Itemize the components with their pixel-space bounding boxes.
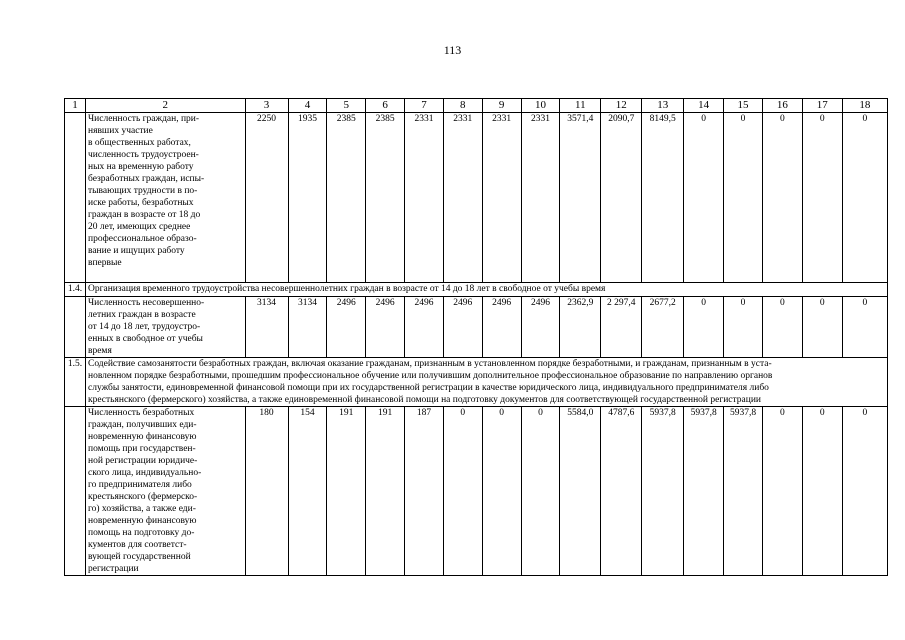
value-cell: 3571,4 (560, 113, 601, 283)
value-cell: 5937,8 (642, 407, 684, 576)
value-cell: 2496 (443, 297, 482, 358)
value-cell: 0 (762, 297, 802, 358)
section-number: 1.4. (65, 283, 86, 297)
value-cell: 2362,9 (560, 297, 601, 358)
value-cell: 0 (802, 407, 842, 576)
section-title: Организация временного трудоустройства несовершеннолетних граждан в возрасте от 14 до 18 лет в свободное от учебы время (85, 283, 887, 297)
value-cell: 8149,5 (642, 113, 684, 283)
column-header: 8 (443, 99, 482, 113)
value-cell: 5584,0 (560, 407, 601, 576)
value-cell: 4787,6 (601, 407, 642, 576)
value-cell: 0 (802, 297, 842, 358)
section-row (65, 358, 888, 407)
page-number: 113 (443, 43, 462, 57)
row-number (65, 407, 86, 576)
value-cell: 180 (245, 407, 288, 576)
value-cell: 2250 (245, 113, 288, 283)
value-cell: 2 297,4 (601, 297, 642, 358)
indicator-label: Численность несовершенно- летних граждан в возрасте от 14 до 18 лет, трудоустро- енных в свободное от учебы время (85, 297, 245, 358)
column-header: 1 (65, 99, 86, 113)
value-cell: 2496 (482, 297, 521, 358)
value-cell: 2385 (366, 113, 405, 283)
value-cell: 0 (724, 297, 763, 358)
indicator-label: Численность граждан, при- нявших участие в общественных работах, численность трудоустроен- ных на временную работу безработных граждан, испы- тывающих трудности в по- иске работы, безработных граждан в возрасте от 18 до 20 лет, имеющих среднее профессиональное образо- вание и ищущих работу впервые (85, 113, 245, 283)
value-cell: 2496 (521, 297, 560, 358)
column-header: 15 (724, 99, 763, 113)
header-row (65, 99, 888, 113)
column-header: 3 (245, 99, 288, 113)
column-header: 11 (560, 99, 601, 113)
table-row (65, 113, 888, 283)
value-cell: 0 (762, 113, 802, 283)
value-cell: 3134 (245, 297, 288, 358)
value-cell: 2496 (366, 297, 405, 358)
column-header: 6 (366, 99, 405, 113)
value-cell: 0 (724, 113, 763, 283)
column-header: 4 (288, 99, 327, 113)
value-cell: 0 (684, 297, 724, 358)
value-cell: 0 (443, 407, 482, 576)
column-header: 18 (842, 99, 887, 113)
value-cell: 2090,7 (601, 113, 642, 283)
value-cell: 0 (684, 113, 724, 283)
value-cell: 0 (521, 407, 560, 576)
column-header: 9 (482, 99, 521, 113)
column-header: 2 (85, 99, 245, 113)
section-number: 1.5. (65, 358, 86, 407)
column-header: 13 (642, 99, 684, 113)
row-number (65, 113, 86, 283)
column-header: 12 (601, 99, 642, 113)
column-header: 5 (327, 99, 366, 113)
column-header: 7 (405, 99, 444, 113)
section-row (65, 283, 888, 297)
value-cell: 187 (405, 407, 444, 576)
column-header: 17 (802, 99, 842, 113)
value-cell: 0 (842, 113, 887, 283)
section-title: Содействие самозанятости безработных граждан, включая оказание гражданам, признанным в установленном порядке безработными, и гражданам, признанным в уста- новленном порядке безработными, прошедшим профессиональное обучение или получившим дополнительное профессиональное образование по направлению органов службы занятости, единовременной финансовой помощи при их государственной регистрации в качестве юридического лица, индивидуального предпринимателя либо крестьянского (фермерского) хозяйства, а также единовременной финансовой помощи на подготовку документов для соответствующей государственной регистрации (85, 358, 887, 407)
table-row (65, 297, 888, 358)
column-header: 16 (762, 99, 802, 113)
indicator-label: Численность безработных граждан, получивших еди- новременную финансовую помощь при государствен- ной регистрации юридиче- ского лица, индивидуально- го предпринимателя либо крестьянского (фермерско- го) хозяйства, а также еди- новременную финансовую помощь на подготовку до- кументов для соответст- вующей государственной регистрации (85, 407, 245, 576)
value-cell: 154 (288, 407, 327, 576)
value-cell: 0 (762, 407, 802, 576)
value-cell: 0 (842, 407, 887, 576)
value-cell: 0 (842, 297, 887, 358)
column-header: 10 (521, 99, 560, 113)
value-cell: 191 (327, 407, 366, 576)
table-row (65, 407, 888, 576)
value-cell: 2331 (443, 113, 482, 283)
value-cell: 5937,8 (684, 407, 724, 576)
value-cell: 0 (802, 113, 842, 283)
value-cell: 2331 (405, 113, 444, 283)
value-cell: 2677,2 (642, 297, 684, 358)
value-cell: 2496 (405, 297, 444, 358)
value-cell: 5937,8 (724, 407, 763, 576)
value-cell: 191 (366, 407, 405, 576)
value-cell: 2496 (327, 297, 366, 358)
row-number (65, 297, 86, 358)
value-cell: 2331 (521, 113, 560, 283)
value-cell: 3134 (288, 297, 327, 358)
value-cell: 1935 (288, 113, 327, 283)
column-header: 14 (684, 99, 724, 113)
value-cell: 2385 (327, 113, 366, 283)
value-cell: 0 (482, 407, 521, 576)
value-cell: 2331 (482, 113, 521, 283)
data-table (64, 98, 888, 576)
